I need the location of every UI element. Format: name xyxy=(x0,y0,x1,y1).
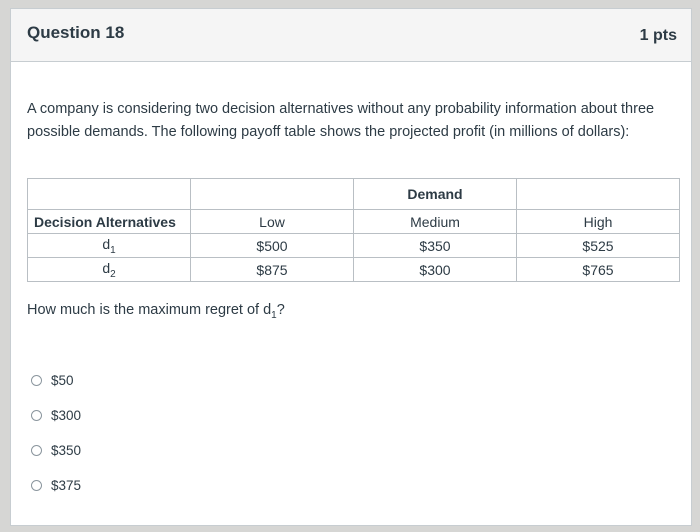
column-header-high: High xyxy=(517,210,680,234)
answer-label: $375 xyxy=(51,478,82,493)
alternative-label: $d_2$ xyxy=(28,258,191,282)
question-card xyxy=(10,8,692,526)
table-cell-empty xyxy=(191,179,354,210)
radio-button[interactable] xyxy=(31,480,42,491)
radio-button[interactable] xyxy=(31,445,42,456)
regret-prompt: How much is the maximum regret of $d_1$? xyxy=(27,302,285,321)
answer-label: $300 xyxy=(51,408,82,423)
table-row xyxy=(28,234,680,258)
table-row xyxy=(28,258,680,282)
question-header xyxy=(11,9,691,62)
answer-option[interactable] xyxy=(31,468,81,503)
row-header: Decision Alternatives xyxy=(28,210,191,234)
radio-button[interactable] xyxy=(31,375,42,386)
table-cell: $525 xyxy=(517,234,680,258)
answer-label: $50 xyxy=(51,373,74,388)
question-points: 1 pts xyxy=(639,27,677,44)
table-cell-empty xyxy=(517,179,680,210)
answer-option[interactable] xyxy=(31,433,81,468)
table-cell: $300 xyxy=(354,258,517,282)
question-text: A company is considering two decision alternatives without any probability information about three possible demands. The following payoff table shows the projected profit (in millions of dollars): xyxy=(27,101,655,140)
column-header-medium: Medium xyxy=(354,210,517,234)
table-column-header-row xyxy=(28,210,680,234)
answer-options xyxy=(31,363,81,503)
table-cell: $765 xyxy=(517,258,680,282)
table-cell: $500 xyxy=(191,234,354,258)
question-title: Question 18 xyxy=(27,23,125,42)
column-header-low: Low xyxy=(191,210,354,234)
table-cell-empty xyxy=(28,179,191,210)
table-cell: $875 xyxy=(191,258,354,282)
demand-header: Demand xyxy=(354,179,517,210)
answer-option[interactable] xyxy=(31,363,81,398)
answer-option[interactable] xyxy=(31,398,81,433)
alternative-label: $d_1$ xyxy=(28,234,191,258)
answer-label: $350 xyxy=(51,443,82,458)
radio-button[interactable] xyxy=(31,410,42,421)
table-group-header-row xyxy=(28,179,680,210)
payoff-table xyxy=(27,178,680,282)
table-cell: $350 xyxy=(354,234,517,258)
